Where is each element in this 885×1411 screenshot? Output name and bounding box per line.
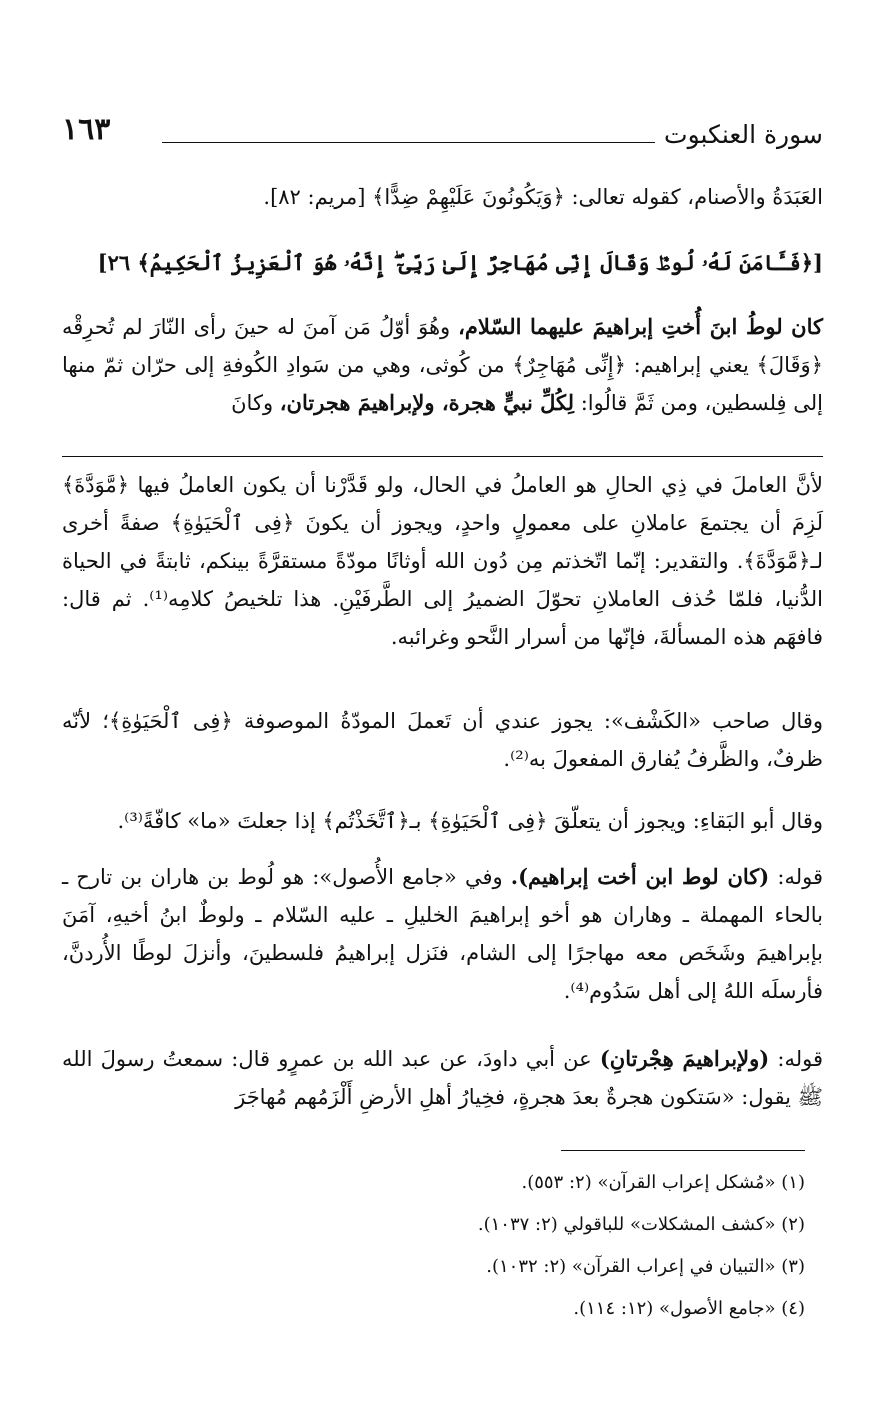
text-span: وكانَ xyxy=(231,391,280,415)
header-rule xyxy=(162,142,655,143)
text-span: وهُوَ أوّلُ مَن آمنَ له حينَ رأى النّارَ لم تُحرِقْه ﴿وَقَالَ﴾ يعني إبراهيم: ﴿إِنِّى مُهَاجِرٌ﴾ من كُوثى، وهي من سَوادِ الكُوفةِ إلى حرّان ثمّ منها إلى فِلسطين، ومن ثَمَّ قالُوا: xyxy=(62,315,823,415)
text-span: وفي «جامع الأُصول»: هو لُوط بن هاران بن تارح ـ بالحاء المهملة ـ وهاران هو أخو إبراهيمَ الخليلِ ـ عليه السّلام ـ ولوطٌ ابنُ أخيهِ، آمَنَ بإبراهيمَ وشَخَص معه مهاجرًا إلى الشام، فنَزل إبراهيمُ فلسطينَ، وأنزلَ لوطًا الأُردنَّ، فأرسلَه اللهُ إلى أهل سَدُوم⁽⁴⁾. xyxy=(62,865,823,1003)
section-divider xyxy=(62,456,823,457)
page-number: ١٦٣ xyxy=(62,112,111,147)
paragraph: وقال أبو البَقاءِ: ويجوز أن يتعلّقَ ﴿فِى ٱلْحَيَوٰةِ﴾ بـ﴿ٱتَّخَذْتُم﴾ إذا جعلتَ «ما» كافّةً⁽³⁾. xyxy=(117,809,823,833)
text-span: قوله: xyxy=(769,1047,823,1071)
footnote: (١) «مُشكل إعراب القرآن» (٢: ٥٥٣). xyxy=(521,1172,805,1193)
paragraph: وقال صاحب «الكَشْف»: يجوز عندي أن تَعملَ المودّةُ الموصوفة ﴿فِى ٱلْحَيَوٰةِ﴾؛ لأنّه ظرفٌ، والظَّرفُ يُفارق المفعولَ به⁽²⁾. xyxy=(62,709,823,771)
paragraph: العَبَدَةُ والأصنام، كقوله تعالى: ﴿وَيَكُونُونَ عَلَيْهِمْ ضِدًّا﴾ [مريم: ٨٢]. xyxy=(263,185,823,209)
gloss-paragraph-5 xyxy=(62,1040,823,1116)
quran-verse: [﴿فَـَٔامَنَ لَهُۥ لُوطٌۘ وَقَالَ إِنِّى مُهَاجِرٌ إِلَىٰ رَبِّىٓ ۖ إِنَّهُۥ هُوَ ٱلْعَزِيزُ ٱلْحَكِيمُ﴾ ٢٦] xyxy=(97,250,823,275)
footnote: (٢) «كشف المشكلات» للباقولي (٢: ١٠٣٧). xyxy=(477,1214,805,1235)
bold-lemma: لِكُلِّ نبيٍّ هجرة، ولإبراهيمَ هجرتان، xyxy=(279,390,575,415)
gloss-paragraph-1 xyxy=(62,466,823,656)
main-commentary xyxy=(62,308,823,422)
footnotes xyxy=(62,1162,805,1330)
paragraph xyxy=(62,858,823,1010)
bold-lemma: كان لوطُ ابنَ أُختِ إبراهيمَ عليهما السّلام، xyxy=(458,314,824,339)
footnote: (٣) «التبيان في إعراب القرآن» (٢: ١٠٣٢). xyxy=(486,1256,805,1277)
footnote: (٤) «جامع الأصول» (١٢: ١١٤). xyxy=(573,1298,805,1319)
text-span: قوله: xyxy=(769,865,823,889)
paragraph xyxy=(62,308,823,422)
paragraph: لأنَّ العاملَ في ذِي الحالِ هو العاملُ في الحال، ولو قَدَّرْنا أن يكون العاملُ فيها ﴿مَّوَدَّةَ﴾ لَزِمَ أن يجتمعَ عاملانِ على معمولٍ واحدٍ، ويجوز أن يكونَ ﴿فِى ٱلْحَيَوٰةِ﴾ صفةً أخرى لـ﴿مَّوَدَّةَ﴾. والتقدير: إنّما اتّخذتم مِن دُون الله أوثانًا مودّةً مستقرَّةً بينكم، ثابتةً في الحياة الدُّنيا، فلمّا حُذف العاملانِ تحوّلَ الضميرُ إلى الطَّرفَيْنِ. هذا تلخيصُ كلامِه⁽¹⁾. ثم قال: فافهَم هذه المسألةَ، فإنّها من أسرار النَّحو وغرائبه. xyxy=(62,473,823,649)
running-header xyxy=(62,112,823,152)
gloss-paragraph-4 xyxy=(62,858,823,1010)
chapter-title: سورة العنكبوت xyxy=(664,120,823,149)
gloss-paragraph-3 xyxy=(62,802,823,840)
quran-verse-block xyxy=(62,244,823,282)
bold-lemma: (ولإبراهيمَ هِجْرتانِ) xyxy=(599,1046,770,1071)
footnote-rule xyxy=(561,1150,805,1151)
gloss-paragraph-2 xyxy=(62,702,823,778)
text-span: عن أبي داودَ، عن عبد الله بن عمرٍو قال: سمعتُ رسولَ الله ﷺ يقول: «سَتكون هجرةٌ بعدَ هجرةٍ، فخِيارُ أهلِ الأرضِ أَلْزَمُهم مُهاجَرَ xyxy=(62,1047,823,1109)
commentary-continuation xyxy=(62,178,823,216)
bold-lemma: (كان لوط ابن أخت إبراهيم). xyxy=(510,864,770,889)
paragraph xyxy=(62,1040,823,1116)
